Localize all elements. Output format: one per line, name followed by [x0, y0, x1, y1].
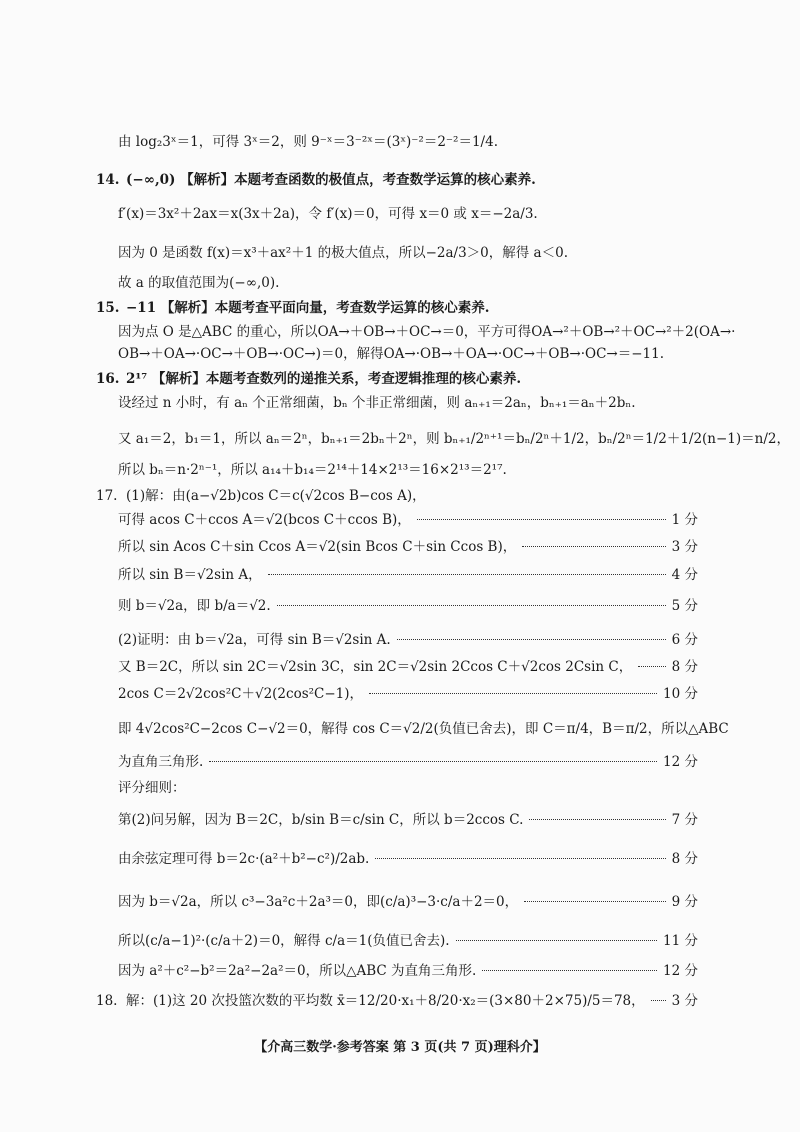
- q16-line-2: 又 a₁＝2，b₁＝1，所以 aₙ＝2ⁿ，bₙ₊₁＝2bₙ＋2ⁿ，则 bₙ₊₁/2ⁿ⁺¹＝bₙ/2ⁿ＋1/2，bₙ/2ⁿ＝1/2＋1/2(n−1)＝n/2，: [118, 431, 791, 447]
- q18-line: 18. 解：(1)这 20 次投篮次数的平均数 x̄＝12/20·x₁＋8/20·x₂＝(3×80＋2×75)/5＝78， 3 分: [96, 993, 698, 1009]
- q14-line-2: 因为 0 是函数 f(x)＝x³＋ax²＋1 的极大值点，所以−2a/3＞0，解得 a＜0.: [118, 245, 568, 261]
- q15-line-2: OB→＋OA→·OC→＋OB→·OC→)＝0，解得OA→·OB→＋OA→·OC→＋OB→·OC→＝−11.: [118, 346, 665, 362]
- q17-header: 17. (1)解：由(a−√2b)cos C＝c(√2cos B−cos A)，: [96, 488, 426, 504]
- q16-header: 16. 2¹⁷ 【解析】本题考查数列的递推关系，考查逻辑推理的核心素养.: [96, 371, 522, 387]
- scored-line-1: 可得 acos C＋ccos A＝√2(bcos C＋ccos B)， 1 分: [118, 512, 698, 528]
- scored-line-5: (2)证明：由 b＝√2a，可得 sin B＝√2sin A. 6 分: [118, 632, 698, 648]
- scored-line-9: 第(2)问另解，因为 B＝2C，b/sin B＝c/sin C，所以 b＝2ccos C. 7 分: [118, 812, 698, 828]
- q16-line-3: 所以 bₙ＝n·2ⁿ⁻¹，所以 a₁₄＋b₁₄＝2¹⁴＋14×2¹³＝16×2¹³＝2¹⁷.: [118, 462, 507, 478]
- solution-line-13: 由 log₂3ˣ＝1，可得 3ˣ＝2，则 9⁻ˣ＝3⁻²ˣ＝(3ˣ)⁻²＝2⁻²＝1/4.: [118, 134, 498, 150]
- q17-conclusion-line: 即 4√2cos²C−2cos C−√2＝0，解得 cos C＝√2/2(负值已舍去)，即 C＝π/4，B＝π/2，所以△ABC: [118, 721, 729, 737]
- q14-header: 14. (−∞,0) 【解析】本题考查函数的极值点，考查数学运算的核心素养.: [96, 172, 536, 188]
- q15-line-1: 因为点 O 是△ABC 的重心，所以OA→＋OB→＋OC→＝0，平方可得OA→²＋OB→²＋OC→²＋2(OA→·: [118, 324, 736, 340]
- scored-line-12: 所以(c/a−1)²·(c/a＋2)＝0，解得 c/a＝1(负值已舍去). 11 分: [118, 933, 698, 949]
- scored-line-10: 由余弦定理可得 b＝2c·(a²＋b²−c²)/2ab. 8 分: [118, 851, 698, 867]
- scored-line-2: 所以 sin Acos C＋sin Ccos A＝√2(sin Bcos C＋sin Ccos B)， 3 分: [118, 539, 698, 555]
- q14-line-1: f′(x)＝3x²＋2ax＝x(3x＋2a)，令 f′(x)＝0，可得 x＝0 或 x＝−2a/3.: [118, 206, 538, 222]
- grading-heading: 评分细则：: [118, 780, 186, 796]
- q14-line-3: 故 a 的取值范围为(−∞,0).: [118, 275, 280, 291]
- scored-line-11: 因为 b＝√2a，所以 c³−3a²c＋2a³＝0，即(c/a)³−3·c/a＋2＝0， 9 分: [118, 894, 698, 910]
- scored-line-7: 2cos C＝2√2cos²C＋√2(2cos²C−1)， 10 分: [118, 686, 698, 702]
- scored-line-6: 又 B＝2C，所以 sin 2C＝√2sin 3C，sin 2C＝√2sin 2Ccos C＋√2cos 2Csin C， 8 分: [118, 659, 698, 675]
- page-footer: 【介高三数学·参考答案 第 3 页(共 7 页)理科介】: [254, 1040, 546, 1055]
- scored-line-13: 因为 a²＋c²−b²＝2a²−2a²＝0，所以△ABC 为直角三角形. 12 分: [118, 963, 698, 979]
- q16-line-1: 设经过 n 小时，有 aₙ 个正常细菌，bₙ 个非正常细菌，则 aₙ₊₁＝2aₙ，bₙ₊₁＝aₙ＋2bₙ.: [118, 395, 636, 411]
- q15-header: 15. −11 【解析】本题考查平面向量，考查数学运算的核心素养.: [96, 300, 490, 316]
- scored-line-3: 所以 sin B＝√2sin A， 4 分: [118, 567, 698, 583]
- scored-line-4: 则 b＝√2a，即 b/a＝√2. 5 分: [118, 598, 698, 614]
- scored-line-8: 为直角三角形. 12 分: [118, 754, 698, 770]
